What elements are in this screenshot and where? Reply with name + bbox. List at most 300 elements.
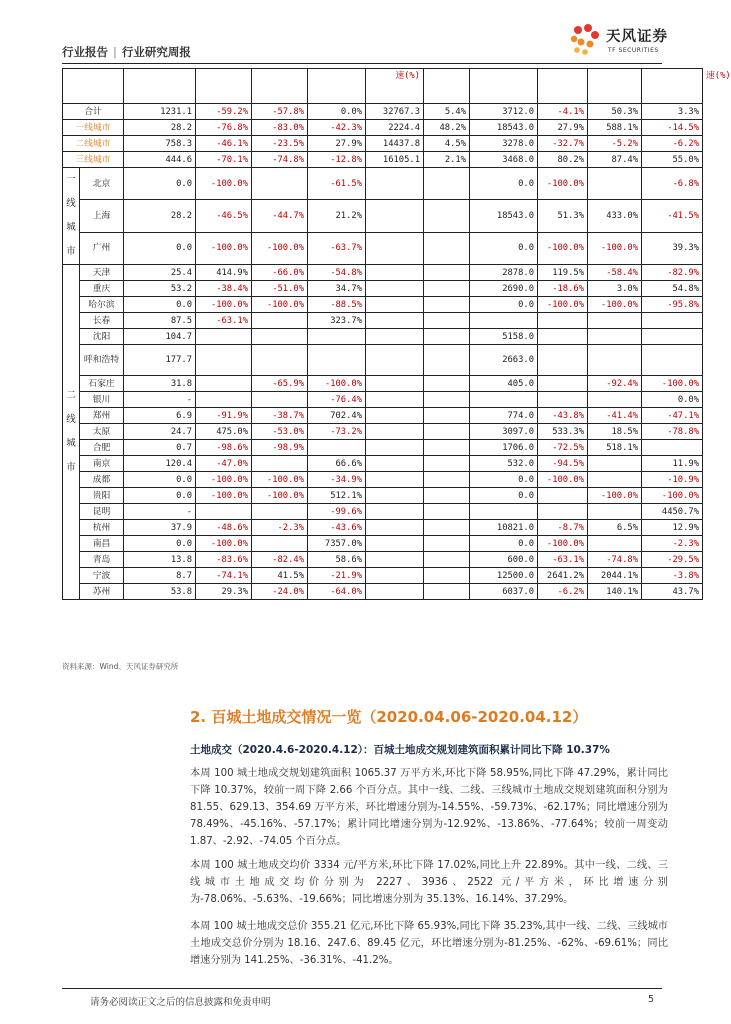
table-row bbox=[63, 200, 703, 232]
table-cell: -100.0% bbox=[196, 536, 252, 552]
table-cell: 53.2 bbox=[124, 281, 196, 297]
table-row bbox=[63, 536, 703, 552]
table-cell bbox=[424, 392, 470, 408]
table-cell: 0.0% bbox=[642, 392, 703, 408]
table-cell bbox=[196, 392, 252, 408]
table-cell: -57.8% bbox=[252, 104, 308, 120]
table-cell: -100.0% bbox=[538, 536, 588, 552]
table-cell: -58.4% bbox=[588, 265, 642, 281]
table-cell bbox=[366, 488, 424, 504]
table-cell: -24.0% bbox=[252, 584, 308, 600]
table-cell: 475.0% bbox=[196, 424, 252, 440]
table-cell: 58.6% bbox=[308, 552, 366, 568]
group-label-char: 线 bbox=[66, 414, 76, 425]
table-row bbox=[63, 408, 703, 424]
table-cell: 37.9 bbox=[124, 520, 196, 536]
table-cell bbox=[196, 376, 252, 392]
table-cell: 13.8 bbox=[124, 552, 196, 568]
table-cell: 444.6 bbox=[124, 152, 196, 168]
table-cell bbox=[424, 488, 470, 504]
header-cell bbox=[538, 69, 588, 104]
city-name: 太原 bbox=[80, 424, 124, 440]
section-subtitle: 土地成交（2020.4.6-2020.4.12）：百城土地成交规划建筑面积累计同比下降 10.37% bbox=[190, 744, 610, 756]
table-cell: 2663.0 bbox=[470, 345, 538, 376]
table-cell: 32767.3 bbox=[366, 104, 424, 120]
summary-label: 二线城市 bbox=[63, 136, 124, 152]
table-cell bbox=[424, 200, 470, 232]
table-row bbox=[63, 265, 703, 281]
table-cell: 28.2 bbox=[124, 200, 196, 232]
table-cell: 433.0% bbox=[588, 200, 642, 232]
report-subtype: 行业研究周报 bbox=[121, 45, 191, 59]
table-cell: 14437.8 bbox=[366, 136, 424, 152]
source-note: 资料来源：Wind、天风证券研究所 bbox=[62, 662, 179, 671]
table-cell bbox=[588, 456, 642, 472]
table-cell: 0.0 bbox=[124, 488, 196, 504]
table-cell: 0.0 bbox=[124, 232, 196, 264]
header-cell bbox=[63, 69, 124, 104]
table-body bbox=[63, 69, 731, 600]
table-cell bbox=[538, 488, 588, 504]
table-cell: 0.0 bbox=[470, 232, 538, 264]
table-cell: 0.0 bbox=[124, 168, 196, 200]
table-cell: -66.0% bbox=[252, 265, 308, 281]
city-name: 苏州 bbox=[80, 584, 124, 600]
header-cell bbox=[196, 69, 252, 104]
city-name: 银川 bbox=[80, 392, 124, 408]
table-cell: 48.2% bbox=[424, 120, 470, 136]
table-cell: 6037.0 bbox=[470, 584, 538, 600]
table-cell bbox=[588, 392, 642, 408]
table-cell bbox=[424, 568, 470, 584]
table-cell bbox=[252, 345, 308, 376]
table-cell: -53.0% bbox=[252, 424, 308, 440]
table-cell: 25.4 bbox=[124, 265, 196, 281]
header-cell bbox=[124, 69, 196, 104]
table-cell bbox=[424, 329, 470, 345]
table-cell bbox=[196, 329, 252, 345]
table-cell: -32.7% bbox=[538, 136, 588, 152]
table-cell: -48.6% bbox=[196, 520, 252, 536]
table-cell: - bbox=[124, 504, 196, 520]
table-cell: 2044.1% bbox=[588, 568, 642, 584]
table-cell: -76.4% bbox=[308, 392, 366, 408]
header-cell bbox=[588, 69, 642, 104]
table-cell: -43.8% bbox=[538, 408, 588, 424]
table-cell: 5158.0 bbox=[470, 329, 538, 345]
table-row bbox=[63, 520, 703, 536]
table-cell: -100.0% bbox=[196, 488, 252, 504]
table-cell: -78.8% bbox=[642, 424, 703, 440]
table-cell: -4.1% bbox=[538, 104, 588, 120]
city-name: 南京 bbox=[80, 456, 124, 472]
table-cell: -38.7% bbox=[252, 408, 308, 424]
table-cell bbox=[538, 345, 588, 376]
table-cell: 177.7 bbox=[124, 345, 196, 376]
table-cell: -10.9% bbox=[642, 472, 703, 488]
table-cell: -47.1% bbox=[642, 408, 703, 424]
header-rule bbox=[62, 63, 662, 64]
table-cell: 53.8 bbox=[124, 584, 196, 600]
table-cell bbox=[366, 408, 424, 424]
table-cell: 0.0% bbox=[308, 104, 366, 120]
table-cell: 518.1% bbox=[588, 440, 642, 456]
table-cell bbox=[424, 281, 470, 297]
table-cell bbox=[366, 281, 424, 297]
table-cell bbox=[424, 408, 470, 424]
table-cell bbox=[308, 440, 366, 456]
table-cell bbox=[424, 504, 470, 520]
table-cell: 31.8 bbox=[124, 376, 196, 392]
table-cell bbox=[424, 168, 470, 200]
table-row bbox=[63, 297, 703, 313]
table-cell: 55.0% bbox=[642, 152, 703, 168]
table-row bbox=[63, 440, 703, 456]
city-name: 天津 bbox=[80, 265, 124, 281]
city-name: 杭州 bbox=[80, 520, 124, 536]
city-name: 上海 bbox=[80, 200, 124, 232]
table-cell bbox=[588, 345, 642, 376]
table-cell: 39.3% bbox=[642, 232, 703, 264]
table-cell: -23.5% bbox=[252, 136, 308, 152]
table-cell: -6.2% bbox=[538, 584, 588, 600]
table-cell bbox=[424, 424, 470, 440]
logo-mark-icon bbox=[568, 22, 604, 58]
table-cell: 702.4% bbox=[308, 408, 366, 424]
table-cell: -94.5% bbox=[538, 456, 588, 472]
table-cell bbox=[366, 297, 424, 313]
logo-name-en: TF SECURITIES bbox=[608, 47, 659, 54]
table-row bbox=[63, 472, 703, 488]
table-cell bbox=[538, 504, 588, 520]
table-cell bbox=[424, 456, 470, 472]
group-label-char: 线 bbox=[66, 198, 76, 209]
table-cell: -88.5% bbox=[308, 297, 366, 313]
disclaimer-note: 请务必阅读正文之后的信息披露和免责申明 bbox=[90, 997, 271, 1008]
table-cell: -76.8% bbox=[196, 120, 252, 136]
table-cell: -74.1% bbox=[196, 568, 252, 584]
table-cell: 2878.0 bbox=[470, 265, 538, 281]
table-cell: 2641.2% bbox=[538, 568, 588, 584]
table-cell: 8.7 bbox=[124, 568, 196, 584]
table-cell bbox=[366, 345, 424, 376]
table-cell: -54.8% bbox=[308, 265, 366, 281]
table-cell bbox=[366, 392, 424, 408]
page-number: 5 bbox=[647, 994, 654, 1005]
table-cell: 600.0 bbox=[470, 552, 538, 568]
city-name: 青岛 bbox=[80, 552, 124, 568]
table-cell: -21.9% bbox=[308, 568, 366, 584]
group-label-char: 城 bbox=[66, 222, 76, 233]
table-row bbox=[63, 392, 703, 408]
table-cell bbox=[366, 329, 424, 345]
section-title: 2. 百城土地成交情况一览（2020.04.06-2020.04.12） bbox=[190, 708, 588, 726]
table-cell: -42.3% bbox=[308, 120, 366, 136]
table-cell: 6.9 bbox=[124, 408, 196, 424]
table-cell bbox=[366, 313, 424, 329]
table-cell: 3278.0 bbox=[470, 136, 538, 152]
table-cell: 588.1% bbox=[588, 120, 642, 136]
table-cell bbox=[366, 504, 424, 520]
table-cell bbox=[588, 168, 642, 200]
table-row bbox=[63, 424, 703, 440]
table-cell bbox=[424, 440, 470, 456]
table-cell bbox=[538, 376, 588, 392]
table-cell: 27.9% bbox=[308, 136, 366, 152]
table-row bbox=[63, 584, 703, 600]
tier2-group-label bbox=[63, 265, 80, 600]
table-cell bbox=[366, 584, 424, 600]
table-cell: -100.0% bbox=[252, 297, 308, 313]
table-row bbox=[63, 552, 703, 568]
header-cell bbox=[308, 69, 366, 104]
summary-label: 合计 bbox=[63, 104, 124, 120]
table-cell: -98.6% bbox=[196, 440, 252, 456]
table-cell: 140.1% bbox=[588, 584, 642, 600]
table-cell: 21.2% bbox=[308, 200, 366, 232]
table-cell: 87.5 bbox=[124, 313, 196, 329]
table-cell: -100.0% bbox=[588, 232, 642, 264]
table-cell bbox=[196, 345, 252, 376]
summary-label: 三线城市 bbox=[63, 152, 124, 168]
table-cell: 24.7 bbox=[124, 424, 196, 440]
city-name: 广州 bbox=[80, 232, 124, 264]
table-cell bbox=[424, 472, 470, 488]
footer-rule bbox=[62, 988, 662, 989]
table-row bbox=[63, 488, 703, 504]
table-row bbox=[63, 345, 703, 376]
table-cell: 34.7% bbox=[308, 281, 366, 297]
table-cell: -63.1% bbox=[196, 313, 252, 329]
table-cell: -82.9% bbox=[642, 265, 703, 281]
table-cell: -100.0% bbox=[196, 472, 252, 488]
table-cell bbox=[252, 313, 308, 329]
table-cell bbox=[308, 345, 366, 376]
paragraph-area: 本周 100 城土地成交规划建筑面积 1065.37 万平方米,环比下降 58.95%,同比下降 47.29%，累计同比下降 10.37%，较前一周下降 2.66 个百分点。其中一线、二线、三线城市土地成交规划建筑面积分别为 81.55、629.13、354.69 万平方米，环比增速分别为-14.55%、-59.73%、-62.17%；同比增速分别为 78.49%、-45.16%、-57.17%；累计同比增速分别为-12.92%、-13.86%、-77.64%；较前一周变动 1.87、-2.92、-74.05 个百分点。 bbox=[190, 768, 668, 847]
table-cell bbox=[366, 520, 424, 536]
table-cell bbox=[366, 456, 424, 472]
table-cell: 4.5% bbox=[424, 136, 470, 152]
city-name: 哈尔滨 bbox=[80, 297, 124, 313]
table-cell: 29.3% bbox=[196, 584, 252, 600]
table-cell: 12500.0 bbox=[470, 568, 538, 584]
city-name: 呼和浩特 bbox=[80, 345, 124, 376]
table-cell: 12.9% bbox=[642, 520, 703, 536]
table-cell bbox=[588, 472, 642, 488]
table-cell: 758.3 bbox=[124, 136, 196, 152]
table-cell: 533.3% bbox=[538, 424, 588, 440]
table-cell: -6.2% bbox=[642, 136, 703, 152]
table-cell bbox=[424, 376, 470, 392]
table-cell bbox=[642, 313, 703, 329]
table-cell bbox=[470, 313, 538, 329]
table-cell: 512.1% bbox=[308, 488, 366, 504]
table-cell: 18.5% bbox=[588, 424, 642, 440]
table-cell bbox=[424, 584, 470, 600]
table-cell bbox=[424, 232, 470, 264]
table-cell: -72.5% bbox=[538, 440, 588, 456]
table-cell: 80.2% bbox=[538, 152, 588, 168]
report-type: 行业报告 bbox=[62, 45, 108, 59]
logo-name-cn: 天风证券 bbox=[606, 29, 668, 45]
report-header bbox=[62, 44, 191, 60]
table-cell: -41.4% bbox=[588, 408, 642, 424]
company-logo bbox=[568, 20, 668, 60]
table-cell: 7357.0% bbox=[308, 536, 366, 552]
table-cell: -5.2% bbox=[588, 136, 642, 152]
city-name: 贵阳 bbox=[80, 488, 124, 504]
table-row bbox=[63, 281, 703, 297]
table-cell: 1231.1 bbox=[124, 104, 196, 120]
table-cell: 27.9% bbox=[538, 120, 588, 136]
table-cell: 5.4% bbox=[424, 104, 470, 120]
table-cell: 2224.4 bbox=[366, 120, 424, 136]
summary-row bbox=[63, 104, 703, 120]
table-cell: -100.0% bbox=[538, 472, 588, 488]
table-cell: -91.9% bbox=[196, 408, 252, 424]
table-cell: 405.0 bbox=[470, 376, 538, 392]
table-cell: 6.5% bbox=[588, 520, 642, 536]
group-label-char: 一 bbox=[66, 174, 76, 185]
table-row bbox=[63, 504, 703, 520]
table-cell: -100.0% bbox=[252, 472, 308, 488]
city-name: 重庆 bbox=[80, 281, 124, 297]
table-cell: -8.7% bbox=[538, 520, 588, 536]
table-cell: 414.9% bbox=[196, 265, 252, 281]
table-cell: -100.0% bbox=[538, 297, 588, 313]
table-cell bbox=[366, 168, 424, 200]
table-cell: -43.6% bbox=[308, 520, 366, 536]
table-cell: 51.3% bbox=[538, 200, 588, 232]
table-cell: 532.0 bbox=[470, 456, 538, 472]
table-cell bbox=[424, 313, 470, 329]
table-cell: -100.0% bbox=[196, 168, 252, 200]
table-cell bbox=[366, 376, 424, 392]
table-cell bbox=[424, 552, 470, 568]
table-cell: 104.7 bbox=[124, 329, 196, 345]
table-cell: 87.4% bbox=[588, 152, 642, 168]
table-cell bbox=[538, 392, 588, 408]
table-cell: -61.5% bbox=[308, 168, 366, 200]
table-cell: -92.4% bbox=[588, 376, 642, 392]
table-cell: -74.8% bbox=[588, 552, 642, 568]
table-cell bbox=[366, 568, 424, 584]
table-header-row: 速(%) 速(%) bbox=[63, 69, 703, 104]
table-cell: 0.0 bbox=[470, 297, 538, 313]
table-cell: 0.7 bbox=[124, 440, 196, 456]
table-cell: 0.0 bbox=[470, 488, 538, 504]
table-cell: 43.7% bbox=[642, 584, 703, 600]
table-cell: -64.0% bbox=[308, 584, 366, 600]
table-cell: -74.8% bbox=[252, 152, 308, 168]
table-cell bbox=[366, 472, 424, 488]
table-cell: -100.0% bbox=[538, 168, 588, 200]
table-cell bbox=[538, 313, 588, 329]
table-cell: 1706.0 bbox=[470, 440, 538, 456]
table-cell: 2.1% bbox=[424, 152, 470, 168]
table-cell: -2.3% bbox=[252, 520, 308, 536]
table-cell bbox=[308, 329, 366, 345]
table-cell: 120.4 bbox=[124, 456, 196, 472]
table-cell: 119.5% bbox=[538, 265, 588, 281]
table-cell: 774.0 bbox=[470, 408, 538, 424]
table-cell: -100.0% bbox=[252, 232, 308, 264]
table-cell: 18543.0 bbox=[470, 200, 538, 232]
summary-row bbox=[63, 120, 703, 136]
table-cell bbox=[424, 536, 470, 552]
header-cell bbox=[470, 69, 538, 104]
table-cell: -100.0% bbox=[196, 297, 252, 313]
table-cell bbox=[642, 329, 703, 345]
table-cell: -95.8% bbox=[642, 297, 703, 313]
table-row bbox=[63, 376, 703, 392]
table-cell: 0.0 bbox=[470, 168, 538, 200]
table-cell bbox=[538, 329, 588, 345]
table-cell bbox=[366, 265, 424, 281]
table-cell: -2.3% bbox=[642, 536, 703, 552]
table-cell bbox=[424, 520, 470, 536]
table-cell bbox=[642, 345, 703, 376]
table-cell: -100.0% bbox=[196, 232, 252, 264]
table-cell bbox=[252, 536, 308, 552]
city-name: 石家庄 bbox=[80, 376, 124, 392]
group-label-char: 市 bbox=[66, 462, 76, 473]
header-cell bbox=[252, 69, 308, 104]
table-cell: -100.0% bbox=[252, 488, 308, 504]
table-cell: 2690.0 bbox=[470, 281, 538, 297]
table-cell bbox=[588, 313, 642, 329]
table-cell bbox=[366, 424, 424, 440]
table-cell: -100.0% bbox=[588, 297, 642, 313]
header-cell bbox=[424, 69, 470, 104]
table-cell: -83.0% bbox=[252, 120, 308, 136]
table-row bbox=[63, 168, 703, 200]
table-cell: 50.3% bbox=[588, 104, 642, 120]
table-cell bbox=[424, 265, 470, 281]
table-cell: 3.0% bbox=[588, 281, 642, 297]
table-row bbox=[63, 329, 703, 345]
tier1-group-label bbox=[63, 168, 80, 265]
table-cell: 3097.0 bbox=[470, 424, 538, 440]
table-cell: -46.1% bbox=[196, 136, 252, 152]
table-cell: -14.5% bbox=[642, 120, 703, 136]
table-cell: 41.5% bbox=[252, 568, 308, 584]
table-cell: 16105.1 bbox=[366, 152, 424, 168]
table-cell: -3.8% bbox=[642, 568, 703, 584]
table-row bbox=[63, 568, 703, 584]
city-name: 郑州 bbox=[80, 408, 124, 424]
table-cell: -47.0% bbox=[196, 456, 252, 472]
table-cell: -98.9% bbox=[252, 440, 308, 456]
table-cell bbox=[366, 552, 424, 568]
table-cell: -18.6% bbox=[538, 281, 588, 297]
table-cell bbox=[588, 536, 642, 552]
group-label-char: 市 bbox=[66, 246, 76, 257]
table-cell bbox=[252, 329, 308, 345]
table-cell bbox=[252, 456, 308, 472]
table-cell: 28.2 bbox=[124, 120, 196, 136]
table-cell: -100.0% bbox=[588, 488, 642, 504]
table-cell bbox=[196, 504, 252, 520]
table-cell: -65.9% bbox=[252, 376, 308, 392]
table-cell: 323.7% bbox=[308, 313, 366, 329]
city-name: 成都 bbox=[80, 472, 124, 488]
table-cell bbox=[588, 504, 642, 520]
table-cell: 54.8% bbox=[642, 281, 703, 297]
city-name: 南昌 bbox=[80, 536, 124, 552]
table-cell bbox=[366, 440, 424, 456]
city-name: 北京 bbox=[80, 168, 124, 200]
